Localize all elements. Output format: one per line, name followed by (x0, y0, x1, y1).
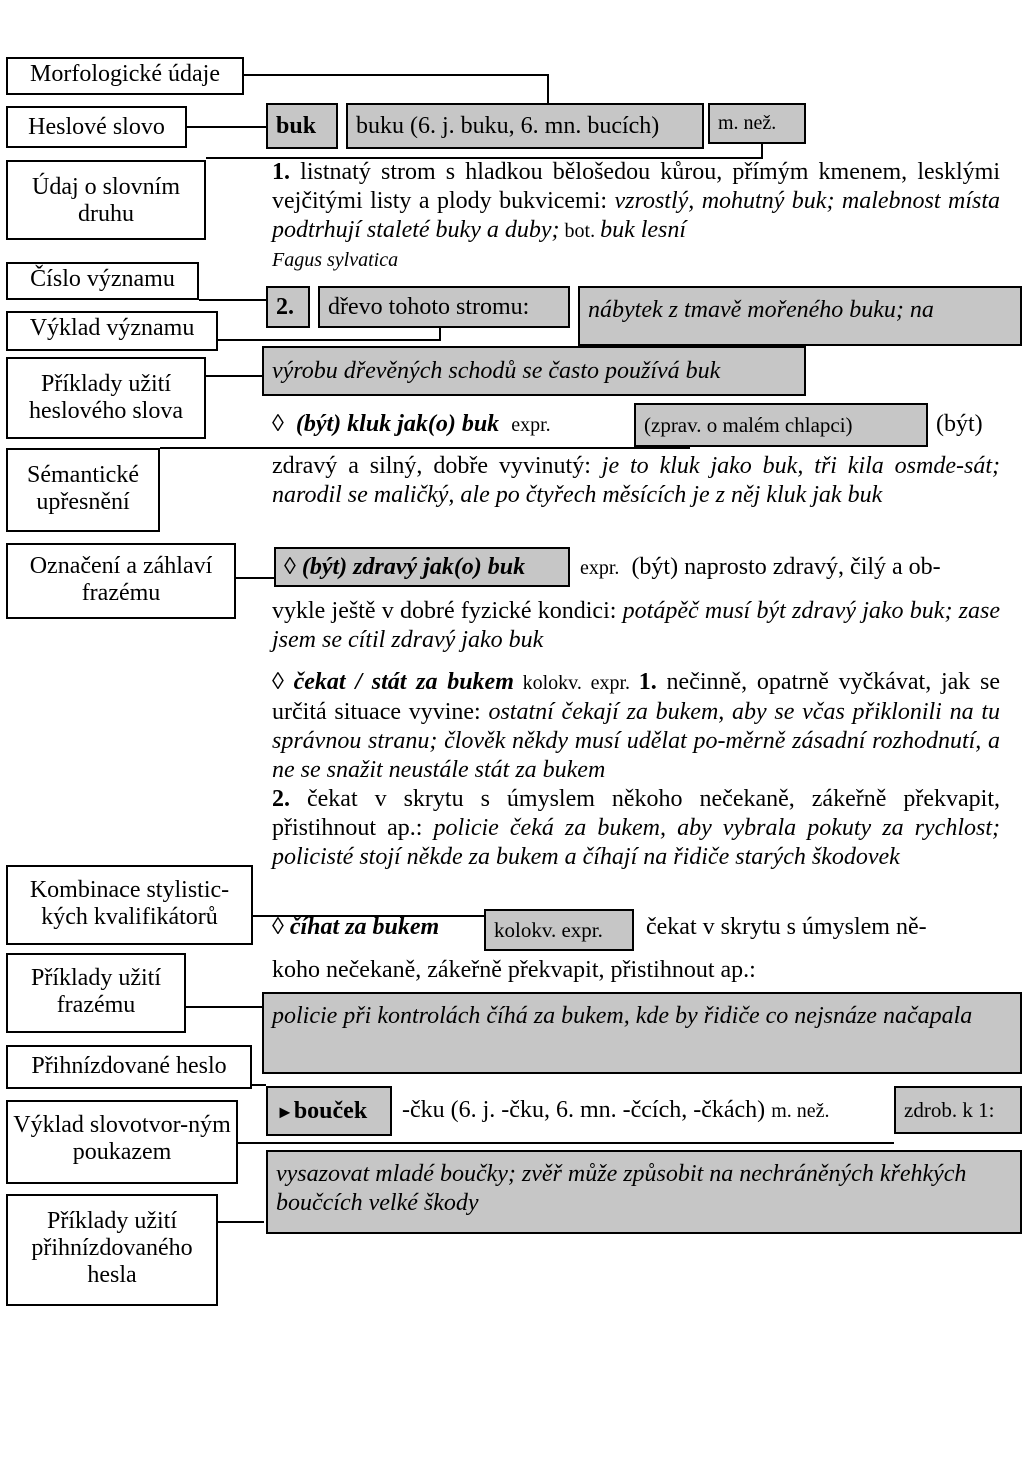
phrase-3-number-2: 2. (272, 786, 290, 812)
sense-1-examples: vzrostlý, mohutný buk; malebnost místa podtrhují staleté buky a duby; (272, 188, 1000, 243)
label-cislo-vyznamu: Číslo významu (6, 262, 199, 300)
diamond-icon: ◊ (272, 411, 284, 437)
semantic-specification-box: (zprav. o malém chlapci) (634, 403, 928, 447)
phrase-2-def-start-line (580, 553, 941, 583)
pos-box: m. než. (708, 103, 806, 144)
connector-vyklad (218, 326, 440, 340)
sense-2-number-box: 2. (266, 286, 310, 328)
label-vyklad-slovotvornym-poukazem: Výklad slovotvor-ným poukazem (6, 1100, 238, 1184)
label-semanticke-upresneni: Sémantické upřesnění (6, 448, 160, 532)
diamond-icon: ◊ (272, 914, 284, 940)
phrase-3-examples-1: ostatní čekají za bukem, aby se včas přiklonili na tu správnou stranu; člověk někdy musí udělat po-měrně zásadní rozhodnutí, a ne se snažit neustále stát za bukem (272, 699, 1000, 783)
nested-examples-box: vysazovat mladé boučky; zvěř může způsobit na nechráněných křehkých boučcích velké škody (266, 1150, 1022, 1234)
phrase-3-qualifier: kolokv. expr. (513, 672, 639, 694)
phrase-1-qualifier: expr. (511, 414, 551, 436)
phrase-2-head-box (274, 547, 570, 587)
phrase-1-def: zdravý a silný, dobře vyvinutý: (272, 453, 602, 479)
phrase-3-examples-2: policie čeká za bukem, aby vybrala pokuty za rychlost; policisté stojí někde za bukem a číhají na řidiče starých škodovek (272, 815, 1000, 870)
nested-head: bouček (293, 1098, 368, 1124)
phrase-1-examples: je to kluk jako buk, tři kila osmde-sát; narodil se maličký, ale po čtyřech měsících je z něj kluk jak buk (272, 453, 1000, 508)
phrase-3-number-1: 1. (638, 669, 657, 695)
phrase-2-def: vykle ještě v dobré fyzické kondici: (272, 598, 623, 624)
phrase-3-def-1: nečinně, opatrně vyčkávat, jak se určitá situace vyvine: (272, 669, 1001, 725)
phrase-2-qualifier: expr. (580, 557, 620, 579)
phrase-1-definition (272, 452, 1000, 510)
stylistic-qualifier-box: kolokv. expr. (484, 909, 634, 951)
label-priklady-uziti-prihnizdovaneho-hesla: Příklady užití přihnízdovaného hesla (6, 1194, 218, 1306)
sense-1-definition (272, 158, 1000, 246)
arrow-right-icon: ► (276, 1102, 294, 1122)
phrase-3-definition (272, 668, 1000, 872)
phrase-1-head: (být) kluk jak(o) buk (295, 411, 500, 437)
phrase-2-def-start: (být) naprosto zdravý, čilý a ob- (631, 554, 941, 580)
sense-1-text: listnatý strom s hladkou bělošedou kůrou, přímým kmenem, lesklými vejčitými listy a plody bukvicemi: (272, 159, 1000, 214)
phrase-2-head: (být) zdravý jak(o) buk (301, 554, 526, 580)
phrase-2-examples: potápěč musí být zdravý jako buk; zase jsem se cítil zdravý jako buk (272, 598, 1000, 653)
label-morfologicke-udaje: Morfologické údaje (6, 57, 244, 95)
sense-2-examples-box-2: výrobu dřevěných schodů se často používá buk (262, 346, 806, 396)
phrase-4-header (272, 913, 439, 942)
phrase-1-header (272, 410, 551, 440)
phrase-3-def-2: čekat v skrytu s úmyslem někoho nečekaně, zákeřně překvapit, přistihnout ap.: (272, 786, 1000, 841)
label-oznaceni-a-zahlavi-frazemu: Označení a záhlaví frazému (6, 543, 236, 619)
nested-morph: -čku (6. j. -čku, 6. mn. -čcích, -čkách) (402, 1097, 766, 1123)
word-formation-reference-box: zdrob. k 1: (894, 1086, 1022, 1134)
phrase-4-def-line-1: čekat v skrytu s úmyslem ně- (646, 914, 927, 940)
nested-headword-box (266, 1086, 392, 1136)
label-heslove-slovo: Heslové slovo (6, 106, 187, 148)
phrase-4-examples-box: policie při kontrolách číhá za bukem, kde by řidiče co nejsnáze načapala (262, 992, 1022, 1074)
phrase-3-head: čekat / stát za bukem (293, 669, 514, 695)
phrase-4-def-line-2: koho nečekaně, zákeřně překvapit, přistihnout ap.: (272, 957, 756, 983)
label-priklady-uziti-frazemu: Příklady užití frazému (6, 953, 186, 1033)
nested-morph-line (402, 1096, 830, 1126)
label-priklady-uziti-hesloveho-slova: Příklady užití heslového slova (6, 357, 206, 439)
phrase-2-definition (272, 597, 1000, 655)
sense-1-qualifier: bot. (559, 220, 601, 242)
phrase-1-def-start: (být) (936, 411, 983, 437)
nested-pos: m. než. (771, 1100, 830, 1122)
diamond-icon: ◊ (284, 554, 296, 580)
morphology-box: buku (6. j. buku, 6. mn. bucích) (346, 103, 704, 149)
label-kombinace-stylistickych-kvalifikatoru: Kombinace stylistic-kých kvalifikátorů (6, 865, 253, 945)
sense-1-term: buk lesní (600, 217, 687, 243)
sense-2-examples-box-1: nábytek z tmavě mořeného buku; na (578, 286, 1022, 346)
phrase-4-head: číhat za bukem (289, 914, 440, 940)
sense-1-latin: Fagus sylvatica (272, 249, 399, 271)
label-udaj-o-slovnim-druhu: Údaj o slovním druhu (6, 160, 206, 240)
label-prihnizdovane-heslo: Přihnízdované heslo (6, 1045, 252, 1089)
sense-2-definition-box: dřevo tohoto stromu: (318, 286, 570, 328)
connector-morf (244, 75, 548, 103)
sense-1-number: 1. (272, 159, 290, 185)
diamond-icon: ◊ (272, 669, 284, 695)
headword-box: buk (266, 103, 338, 149)
label-vyklad-vyznamu: Výklad významu (6, 311, 218, 351)
